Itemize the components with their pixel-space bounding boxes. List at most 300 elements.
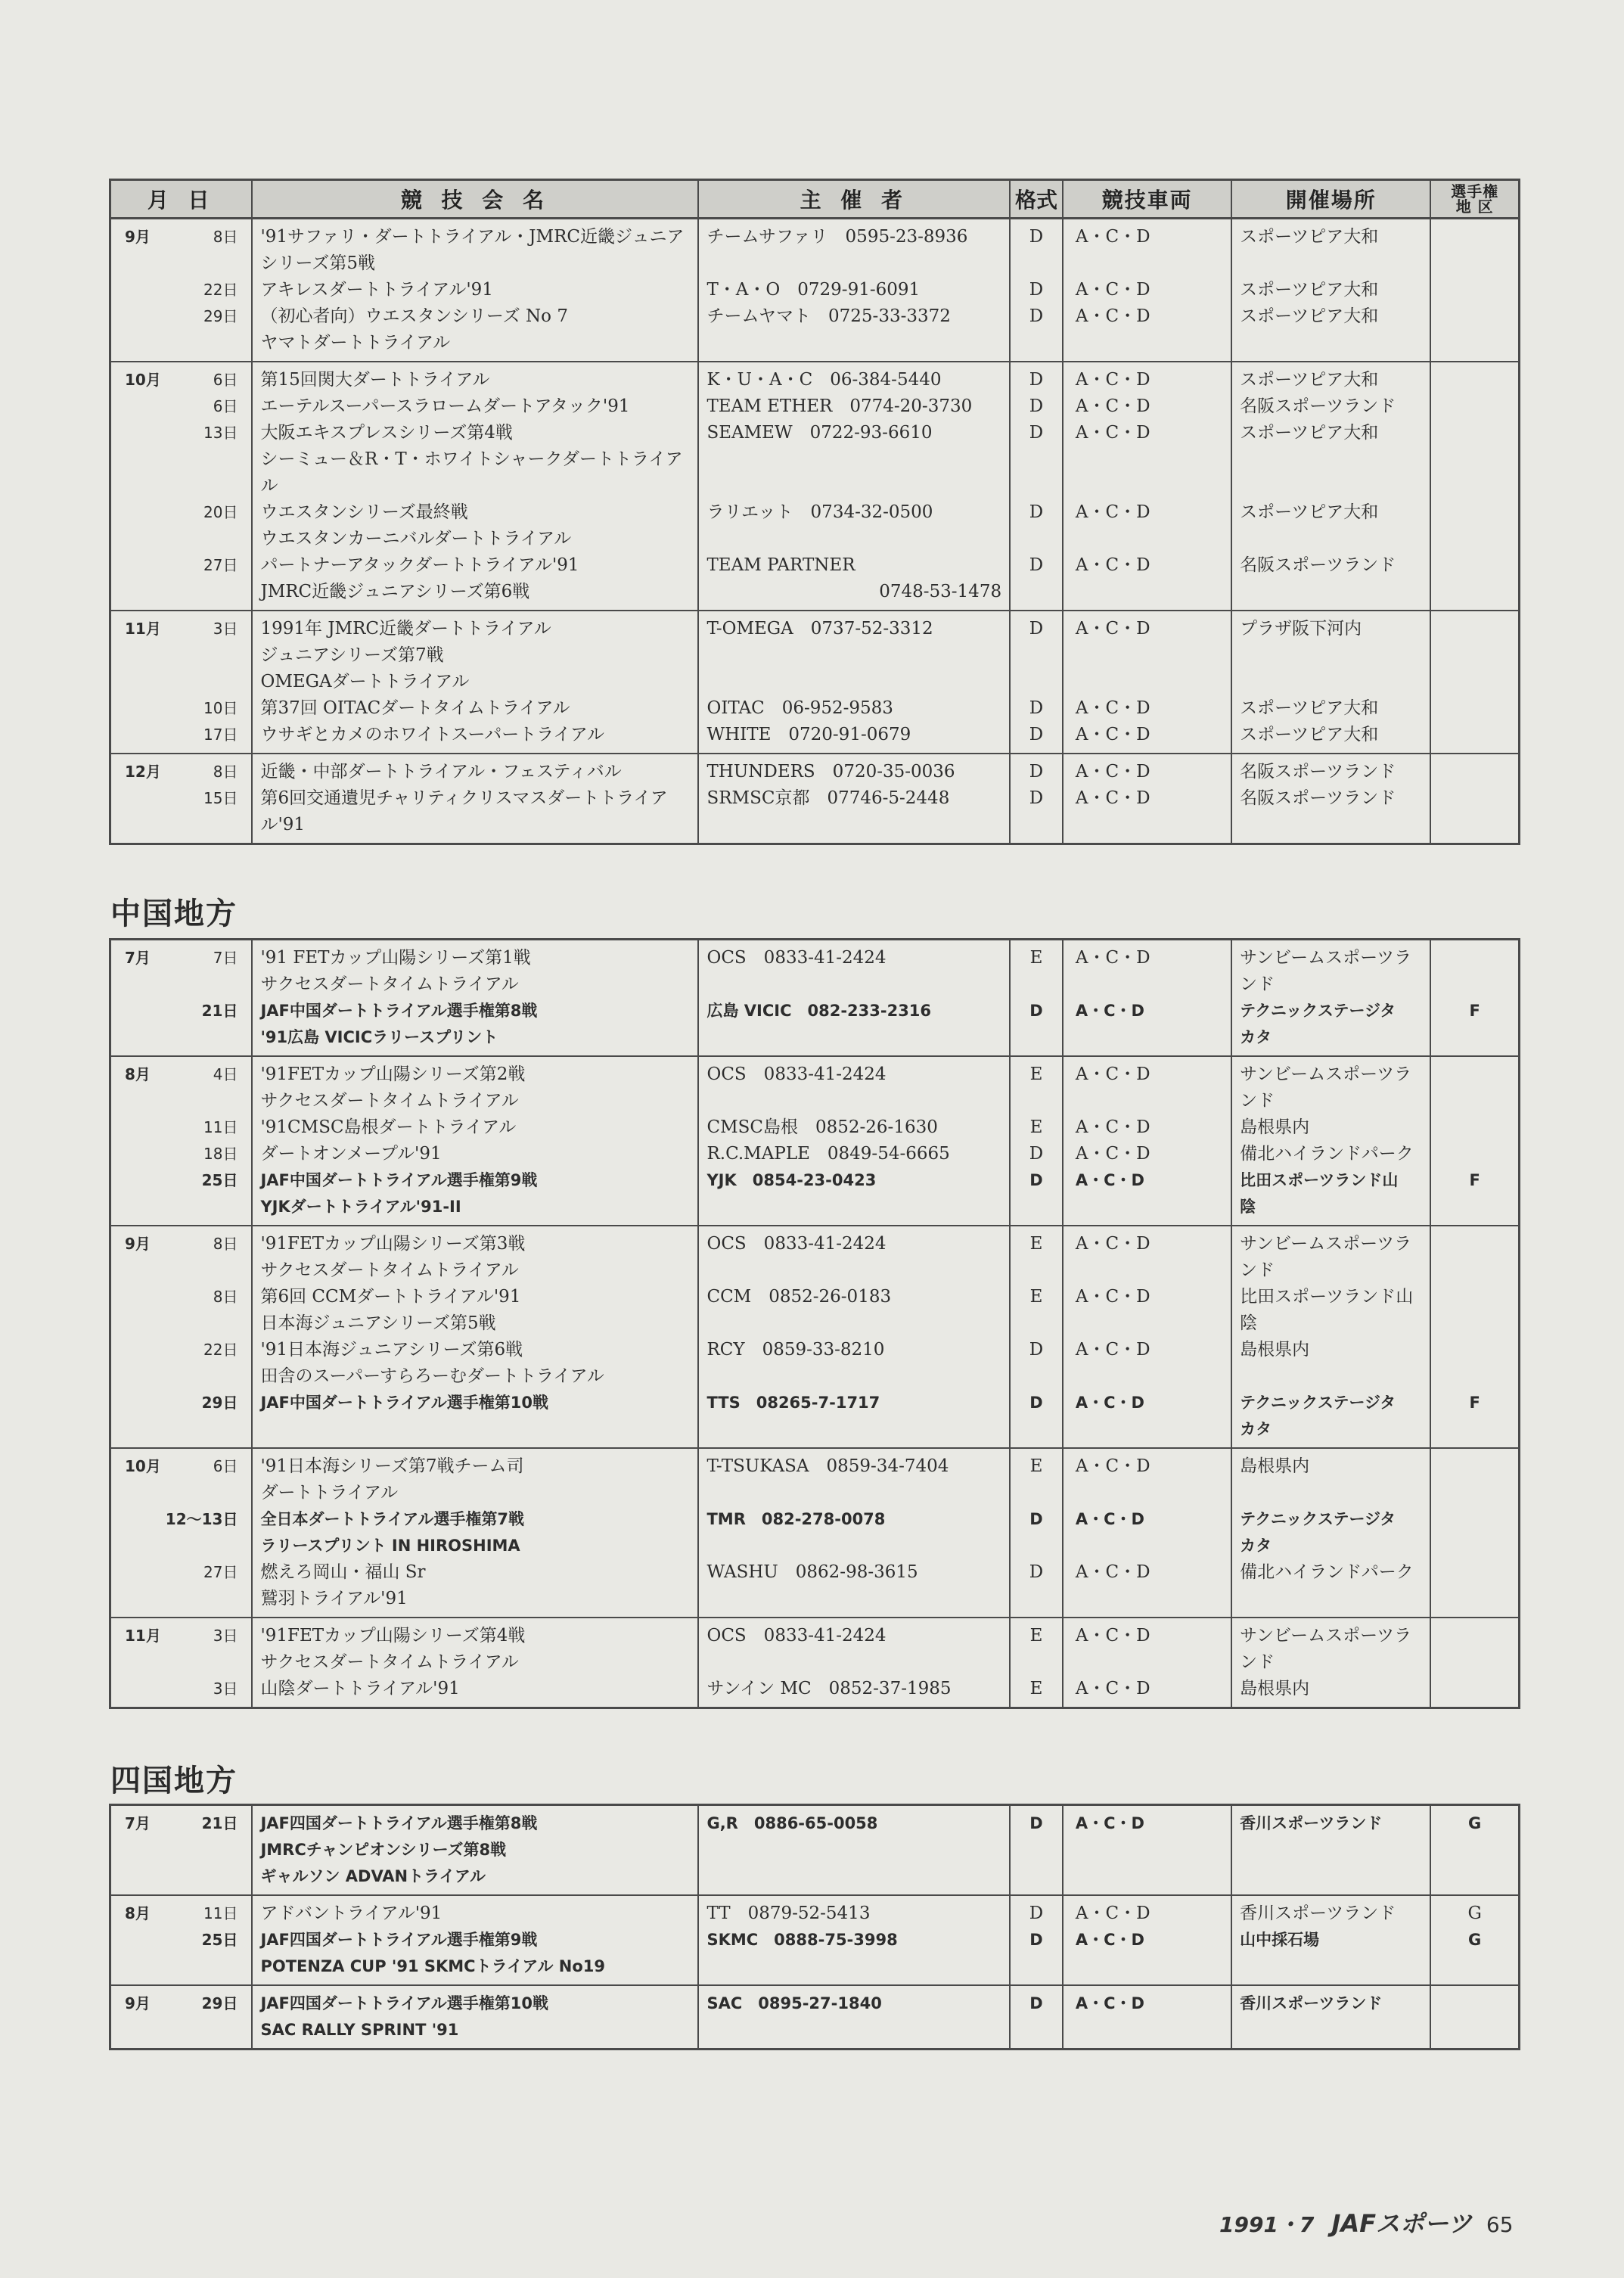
region-cell	[1431, 971, 1518, 998]
venue-cell	[1232, 1953, 1431, 1980]
cars-cell: A・C・D	[1064, 1991, 1232, 2017]
day-label: 29日	[201, 1394, 238, 1412]
format-cell: E	[1011, 1114, 1064, 1141]
venue-cell	[1232, 250, 1431, 277]
format-cell	[1011, 812, 1064, 838]
venue-cell: カタ	[1232, 1533, 1431, 1559]
cars-cell: A・C・D	[1064, 1061, 1232, 1088]
format-cell: D	[1011, 303, 1064, 330]
table-row	[111, 1390, 1518, 1416]
padding-cell	[1064, 2043, 1232, 2048]
month-group	[111, 940, 1518, 1055]
cars-cell: A・C・D	[1064, 1337, 1232, 1363]
venue-cell: ンド	[1232, 1088, 1431, 1114]
date-cell	[111, 1953, 253, 1980]
venue-cell	[1232, 526, 1431, 552]
table-row	[111, 1284, 1518, 1310]
region-cell	[1431, 303, 1518, 330]
format-cell: D	[1011, 224, 1064, 250]
venue-cell: テクニックステージタ	[1232, 1390, 1431, 1416]
format-cell: D	[1011, 998, 1064, 1024]
organizer-cell	[699, 1088, 1011, 1114]
day-label: 27日	[203, 556, 238, 574]
region-cell	[1431, 1533, 1518, 1559]
day-label: 3日	[213, 1627, 238, 1645]
venue-cell: サンビームスポーツラ	[1232, 945, 1431, 971]
cars-cell: A・C・D	[1064, 367, 1232, 393]
day-label: 8日	[213, 1288, 238, 1306]
venue-cell: 香川スポーツランド	[1232, 1900, 1431, 1927]
table-row	[111, 722, 1518, 748]
month-label: 7月	[125, 1814, 151, 1832]
date-cell	[111, 1453, 253, 1480]
region-cell	[1431, 330, 1518, 356]
table-row	[111, 1863, 1518, 1890]
date-cell	[111, 499, 253, 526]
organizer-cell	[699, 1024, 1011, 1051]
month-label: 10月	[125, 371, 161, 389]
day-label: 10日	[203, 699, 238, 717]
format-cell: D	[1011, 1559, 1064, 1586]
organizer-cell: OCS 0833-41-2424	[699, 945, 1011, 971]
format-cell: D	[1011, 759, 1064, 785]
day-label: 25日	[201, 1171, 238, 1189]
organizer-cell	[699, 1533, 1011, 1559]
region-cell	[1431, 785, 1518, 812]
date-cell	[111, 616, 253, 642]
organizer-cell: SKMC 0888-75-3998	[699, 1927, 1011, 1953]
venue-cell: 名阪スポーツランド	[1232, 552, 1431, 579]
month-label: 10月	[125, 1457, 161, 1475]
month-label: 8月	[125, 1904, 151, 1922]
format-cell: D	[1011, 277, 1064, 303]
venue-cell: テクニックステージタ	[1232, 1506, 1431, 1533]
cars-cell	[1064, 1953, 1232, 1980]
region-cell	[1431, 1061, 1518, 1088]
table-row	[111, 1900, 1518, 1927]
table-row	[111, 393, 1518, 420]
venue-cell: スポーツピア大和	[1232, 367, 1431, 393]
event-name-cell: JAF四国ダートトライアル選手権第10戦	[253, 1991, 699, 2017]
table-body-shikoku	[111, 1806, 1518, 2048]
page-number: 65	[1486, 2212, 1514, 2237]
table-row	[111, 1231, 1518, 1257]
cars-cell: A・C・D	[1064, 224, 1232, 250]
venue-cell	[1232, 669, 1431, 695]
organizer-cell: OCS 0833-41-2424	[699, 1231, 1011, 1257]
region-cell	[1431, 1837, 1518, 1863]
date-cell	[111, 1390, 253, 1416]
venue-cell: スポーツピア大和	[1232, 499, 1431, 526]
table-row	[111, 1088, 1518, 1114]
event-name-cell: エーテルスーパースラロームダートアタック'91	[253, 393, 699, 420]
venue-cell: 比田スポーツランド山	[1232, 1167, 1431, 1194]
cars-cell	[1064, 2017, 1232, 2043]
magazine-logo: JAFスポーツ	[1331, 2209, 1472, 2238]
format-cell	[1011, 446, 1064, 473]
venue-cell: 島根県内	[1232, 1337, 1431, 1363]
date-cell	[111, 945, 253, 971]
event-name-cell: ル	[253, 473, 699, 499]
page-footer	[1219, 2205, 1514, 2239]
format-cell: E	[1011, 945, 1064, 971]
cars-cell: A・C・D	[1064, 998, 1232, 1024]
organizer-cell: WASHU 0862-98-3615	[699, 1559, 1011, 1586]
region-cell	[1431, 669, 1518, 695]
table-row	[111, 1141, 1518, 1167]
cars-cell: A・C・D	[1064, 1927, 1232, 1953]
cars-cell: A・C・D	[1064, 303, 1232, 330]
organizer-cell	[699, 473, 1011, 499]
region-cell	[1431, 1586, 1518, 1612]
organizer-cell	[699, 579, 1011, 605]
table-row	[111, 971, 1518, 998]
organizer-cell: SRMSC京都 07746-5-2448	[699, 785, 1011, 812]
venue-cell	[1232, 446, 1431, 473]
cars-cell	[1064, 812, 1232, 838]
cars-cell	[1064, 1024, 1232, 1051]
region-cell	[1431, 1194, 1518, 1220]
event-name-cell: POTENZA CUP '91 SKMCトライアル No19	[253, 1953, 699, 1980]
event-name-cell: サクセスダートタイムトライアル	[253, 1088, 699, 1114]
organizer-cell	[699, 446, 1011, 473]
format-cell	[1011, 526, 1064, 552]
region-cell	[1431, 1453, 1518, 1480]
event-name-cell: 第6回 CCMダートトライアル'91	[253, 1284, 699, 1310]
cars-cell: A・C・D	[1064, 1623, 1232, 1649]
event-name-cell: （初心者向）ウエスタンシリーズ No 7	[253, 303, 699, 330]
month-label: 11月	[125, 620, 161, 638]
day-label: 17日	[203, 726, 238, 744]
region-cell	[1431, 446, 1518, 473]
region-cell	[1431, 499, 1518, 526]
organizer-cell: サンイン MC 0852-37-1985	[699, 1676, 1011, 1702]
region-cell	[1431, 277, 1518, 303]
event-name-cell: サクセスダートタイムトライアル	[253, 1257, 699, 1284]
day-label: 7日	[213, 949, 238, 967]
day-label: 6日	[213, 1457, 238, 1475]
table-row	[111, 1586, 1518, 1612]
organizer-cell: OITAC 06-952-9583	[699, 695, 1011, 722]
region-cell	[1431, 1623, 1518, 1649]
table-row	[111, 759, 1518, 785]
organizer-cell: チームヤマト 0725-33-3372	[699, 303, 1011, 330]
date-cell	[111, 785, 253, 812]
event-name-cell: アドバントライアル'91	[253, 1900, 699, 1927]
organizer-cell: チームサファリ 0595-23-8936	[699, 224, 1011, 250]
date-cell	[111, 330, 253, 356]
format-cell: D	[1011, 616, 1064, 642]
organizer-cell	[699, 1953, 1011, 1980]
padding-cell	[1431, 838, 1518, 843]
format-cell	[1011, 1863, 1064, 1890]
event-name-cell: ウエスタンカーニバルダートトライアル	[253, 526, 699, 552]
month-group	[111, 1984, 1518, 2048]
region-cell	[1431, 1024, 1518, 1051]
day-label: 8日	[213, 228, 238, 246]
table-row	[111, 1061, 1518, 1088]
date-cell	[111, 579, 253, 605]
cars-cell: A・C・D	[1064, 393, 1232, 420]
event-name-cell: ジュニアシリーズ第7戦	[253, 642, 699, 669]
format-cell: D	[1011, 1900, 1064, 1927]
venue-cell: サンビームスポーツラ	[1232, 1623, 1431, 1649]
organizer-cell: T-OMEGA 0737-52-3312	[699, 616, 1011, 642]
date-cell	[111, 642, 253, 669]
date-cell	[111, 1586, 253, 1612]
schedule-table-shikoku	[109, 1804, 1520, 2050]
organizer-cell: G,R 0886-65-0058	[699, 1810, 1011, 1837]
month-label: 12月	[125, 763, 161, 781]
table-row	[111, 1676, 1518, 1702]
cars-cell: A・C・D	[1064, 552, 1232, 579]
padding-cell	[253, 1702, 699, 1707]
event-name-cell: SAC RALLY SPRINT '91	[253, 2017, 699, 2043]
event-name-cell: 鷲羽トライアル'91	[253, 1586, 699, 1612]
date-cell	[111, 1559, 253, 1586]
region-cell	[1431, 1363, 1518, 1390]
cars-cell	[1064, 1649, 1232, 1676]
venue-cell: 備北ハイランドパーク	[1232, 1559, 1431, 1586]
venue-cell: 陰	[1232, 1310, 1431, 1337]
date-cell	[111, 393, 253, 420]
event-name-cell: ル'91	[253, 812, 699, 838]
padding-cell	[111, 838, 253, 843]
format-cell: D	[1011, 722, 1064, 748]
padding-cell	[699, 1702, 1011, 1707]
venue-cell	[1232, 1480, 1431, 1506]
format-cell	[1011, 1837, 1064, 1863]
header-cars: 競技車両	[1064, 181, 1232, 217]
table-row	[111, 1114, 1518, 1141]
date-cell	[111, 1623, 253, 1649]
organizer-cell: 広島 VICIC 082-233-2316	[699, 998, 1011, 1024]
date-cell	[111, 669, 253, 695]
organizer-cell	[699, 642, 1011, 669]
region-cell	[1431, 250, 1518, 277]
table-row	[111, 420, 1518, 446]
region-cell: G	[1468, 1931, 1482, 1949]
cars-cell	[1064, 1863, 1232, 1890]
format-cell	[1011, 1024, 1064, 1051]
format-cell: E	[1011, 1676, 1064, 1702]
organizer-cell: R.C.MAPLE 0849-54-6665	[699, 1141, 1011, 1167]
date-cell	[111, 695, 253, 722]
venue-cell: 島根県内	[1232, 1114, 1431, 1141]
format-cell	[1011, 1257, 1064, 1284]
event-name-cell: サクセスダートタイムトライアル	[253, 971, 699, 998]
venue-cell: 比田スポーツランド山	[1232, 1284, 1431, 1310]
event-name-cell: '91日本海シリーズ第7戦チーム司	[253, 1453, 699, 1480]
table-row	[111, 669, 1518, 695]
venue-cell: サンビームスポーツラ	[1232, 1231, 1431, 1257]
day-label: 22日	[203, 281, 238, 299]
event-name-cell: JAF四国ダートトライアル選手権第9戦	[253, 1927, 699, 1953]
organizer-cell: SEAMEW 0722-93-6610	[699, 420, 1011, 446]
format-cell: D	[1011, 1810, 1064, 1837]
region-cell	[1431, 1141, 1518, 1167]
table-row	[111, 1837, 1518, 1863]
cars-cell	[1064, 1194, 1232, 1220]
month-group	[111, 1055, 1518, 1225]
venue-cell: 名阪スポーツランド	[1232, 759, 1431, 785]
event-name-cell: '91FETカップ山陽シリーズ第3戦	[253, 1231, 699, 1257]
organizer-cell: RCY 0859-33-8210	[699, 1337, 1011, 1363]
date-cell	[111, 1863, 253, 1890]
event-name-cell: 第37回 OITACダートタイムトライアル	[253, 695, 699, 722]
date-cell	[111, 303, 253, 330]
format-cell: D	[1011, 1927, 1064, 1953]
cars-cell: A・C・D	[1064, 1284, 1232, 1310]
format-cell: D	[1011, 1506, 1064, 1533]
region-cell	[1431, 812, 1518, 838]
organizer-cell	[699, 1416, 1011, 1443]
cars-cell: A・C・D	[1064, 785, 1232, 812]
venue-cell: ンド	[1232, 1649, 1431, 1676]
padding-cell	[699, 2043, 1011, 2048]
month-group	[111, 1617, 1518, 1707]
region-cell	[1431, 759, 1518, 785]
organizer-cell	[699, 1863, 1011, 1890]
padding-cell	[1011, 1702, 1064, 1707]
padding-cell	[1232, 2043, 1431, 2048]
organizer-cell: T-TSUKASA 0859-34-7404	[699, 1453, 1011, 1480]
padding-cell	[253, 838, 699, 843]
header-region	[1431, 181, 1518, 217]
date-cell	[111, 1088, 253, 1114]
organizer-cell	[699, 1310, 1011, 1337]
format-cell: E	[1011, 1623, 1064, 1649]
organizer-cell: T・A・O 0729-91-6091	[699, 277, 1011, 303]
venue-cell: サンビームスポーツラ	[1232, 1061, 1431, 1088]
day-label: 11日	[203, 1118, 238, 1136]
date-cell	[111, 1900, 253, 1927]
region-cell	[1431, 695, 1518, 722]
event-name-cell: 全日本ダートトライアル選手権第7戦	[253, 1506, 699, 1533]
day-label: 29日	[203, 307, 238, 325]
event-name-cell: 田舎のスーパーすらろーむダートトライアル	[253, 1363, 699, 1390]
table-row	[111, 303, 1518, 330]
month-label: 11月	[125, 1627, 161, 1645]
region-cell	[1431, 1257, 1518, 1284]
venue-cell: スポーツピア大和	[1232, 695, 1431, 722]
header-region-line2: 地 区	[1455, 197, 1494, 216]
organizer-cell	[699, 812, 1011, 838]
venue-cell	[1232, 642, 1431, 669]
schedule-table-kinki	[109, 179, 1520, 845]
organizer-phone: 0748-53-1478	[879, 582, 1002, 601]
organizer-cell: ラリエット 0734-32-0500	[699, 499, 1011, 526]
region-cell	[1431, 1991, 1518, 2017]
event-name-cell: '91サファリ・ダートトライアル・JMRC近畿ジュニア	[253, 224, 699, 250]
table-row	[111, 1506, 1518, 1533]
cars-cell	[1064, 330, 1232, 356]
cars-cell: A・C・D	[1064, 1676, 1232, 1702]
group-padding	[111, 2043, 1518, 2048]
region-cell	[1431, 1088, 1518, 1114]
event-name-cell: パートナーアタックダートトライアル'91	[253, 552, 699, 579]
day-label: 29日	[201, 1994, 238, 2012]
day-label: 13日	[203, 424, 238, 442]
cars-cell: A・C・D	[1064, 1231, 1232, 1257]
venue-cell: ンド	[1232, 971, 1431, 998]
region-cell	[1431, 1231, 1518, 1257]
padding-cell	[1431, 2043, 1518, 2048]
venue-cell: 島根県内	[1232, 1676, 1431, 1702]
cars-cell: A・C・D	[1064, 945, 1232, 971]
table-row	[111, 1810, 1518, 1837]
region-cell	[1431, 1953, 1518, 1980]
region-cell	[1431, 1337, 1518, 1363]
event-name-cell: JMRC近畿ジュニアシリーズ第6戦	[253, 579, 699, 605]
table-row	[111, 1310, 1518, 1337]
month-group	[111, 1225, 1518, 1447]
date-cell	[111, 1061, 253, 1088]
format-cell	[1011, 250, 1064, 277]
event-name-cell: '91 FETカップ山陽シリーズ第1戦	[253, 945, 699, 971]
table-row	[111, 945, 1518, 971]
event-name-cell: OMEGAダートトライアル	[253, 669, 699, 695]
cars-cell	[1064, 446, 1232, 473]
day-label: 12～13日	[165, 1510, 238, 1528]
table-row	[111, 473, 1518, 499]
organizer-cell	[699, 1837, 1011, 1863]
day-label: 8日	[213, 763, 238, 781]
cars-cell	[1064, 526, 1232, 552]
event-name-cell: ダートオンメープル'91	[253, 1141, 699, 1167]
day-label: 6日	[213, 371, 238, 389]
cars-cell: A・C・D	[1064, 1390, 1232, 1416]
format-cell: D	[1011, 420, 1064, 446]
venue-cell: 陰	[1232, 1194, 1431, 1220]
organizer-cell: TMR 082-278-0078	[699, 1506, 1011, 1533]
table-row	[111, 1194, 1518, 1220]
region-cell	[1431, 722, 1518, 748]
venue-cell	[1232, 579, 1431, 605]
day-label: 18日	[203, 1145, 238, 1163]
month-label: 9月	[125, 1994, 151, 2012]
table-row	[111, 785, 1518, 812]
format-cell: D	[1011, 695, 1064, 722]
venue-cell: 香川スポーツランド	[1232, 1810, 1431, 1837]
organizer-cell	[699, 1480, 1011, 1506]
venue-cell: 香川スポーツランド	[1232, 1991, 1431, 2017]
organizer-cell	[699, 669, 1011, 695]
padding-cell	[1064, 838, 1232, 843]
cars-cell: A・C・D	[1064, 1167, 1232, 1194]
table-row	[111, 695, 1518, 722]
date-cell	[111, 1114, 253, 1141]
day-label: 6日	[213, 397, 238, 415]
issue-date: 1991・7	[1219, 2212, 1315, 2237]
region-cell	[1431, 1416, 1518, 1443]
region-cell	[1431, 526, 1518, 552]
venue-cell: 備北ハイランドパーク	[1232, 1141, 1431, 1167]
table-row	[111, 224, 1518, 250]
table-row	[111, 1024, 1518, 1051]
venue-cell: 山中採石場	[1232, 1927, 1431, 1953]
month-group	[111, 1894, 1518, 1984]
date-cell	[111, 446, 253, 473]
venue-cell: 名阪スポーツランド	[1232, 393, 1431, 420]
month-label: 7月	[125, 949, 151, 967]
table-row	[111, 1257, 1518, 1284]
event-name-cell: JMRCチャンピオンシリーズ第8戦	[253, 1837, 699, 1863]
table-row	[111, 526, 1518, 552]
organizer-cell	[699, 1194, 1011, 1220]
cars-cell	[1064, 669, 1232, 695]
organizer-cell: CCM 0852-26-0183	[699, 1284, 1011, 1310]
